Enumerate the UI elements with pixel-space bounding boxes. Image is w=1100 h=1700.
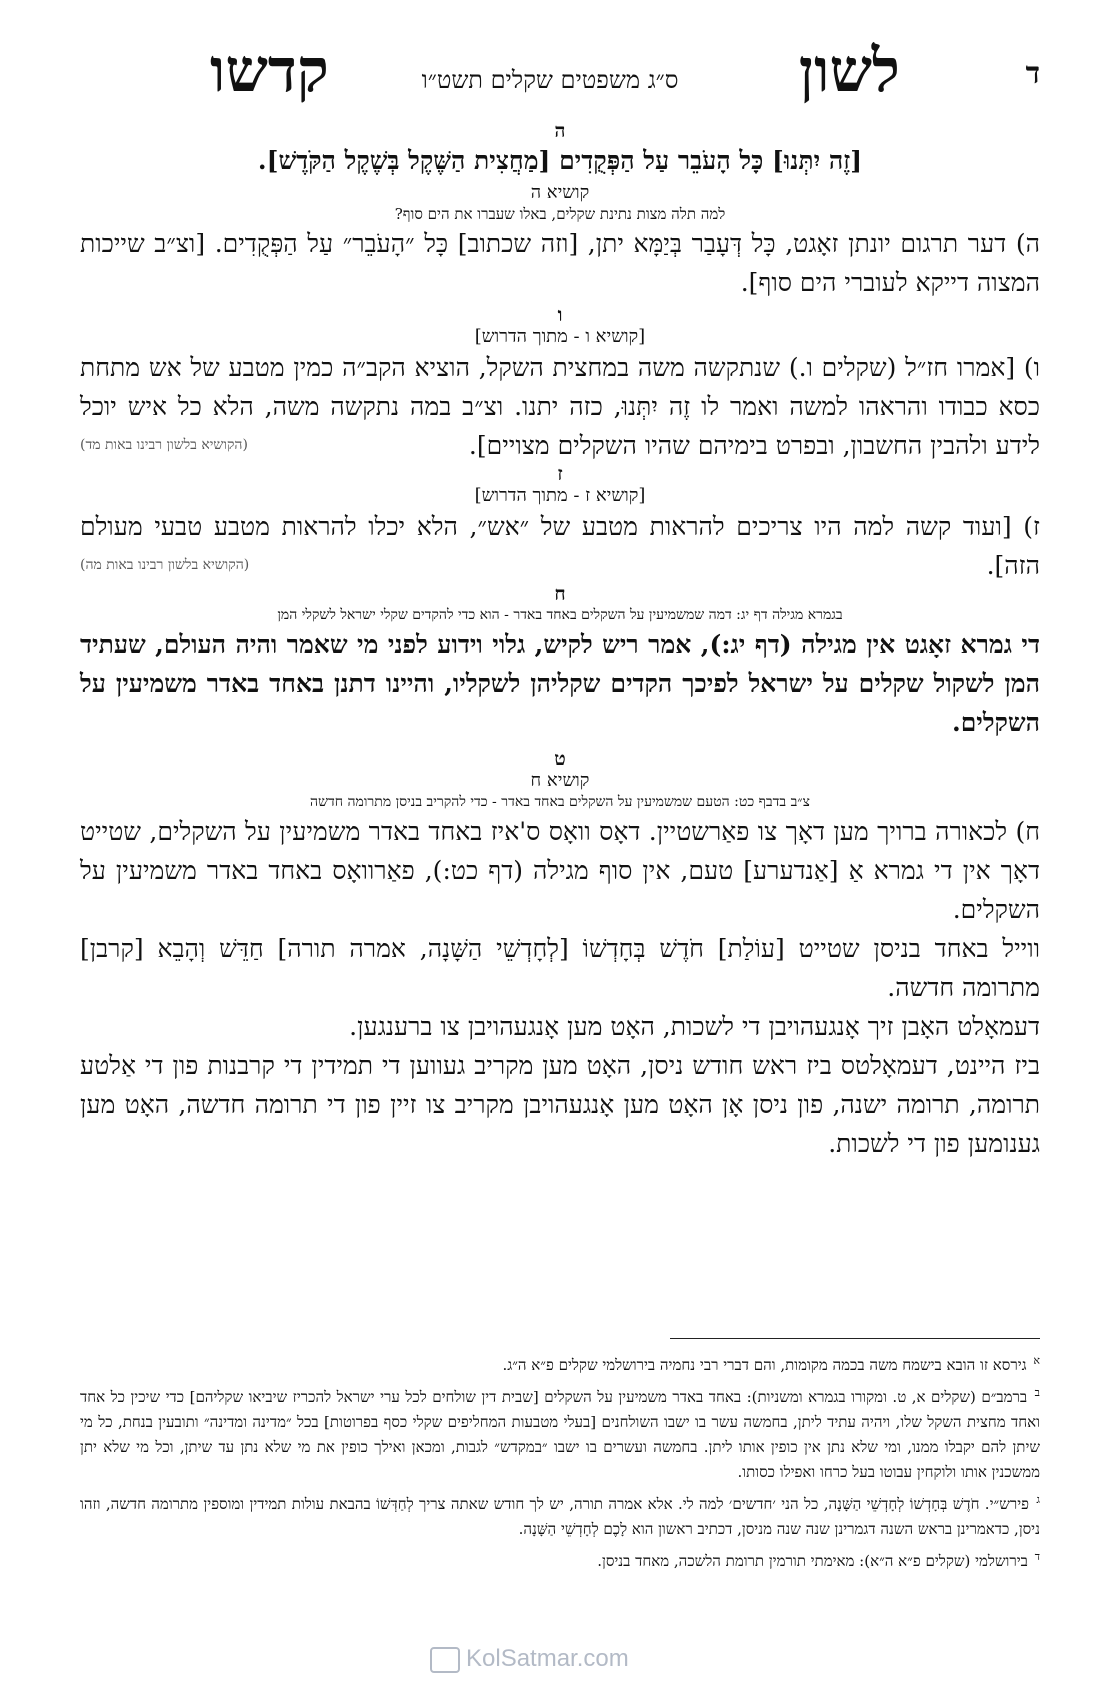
paragraph-tet-3: דעמאָלט האָבן זיך אָנגעהויבן די לשכות, האָט מען אָנגעהויבן צו ברענגען. bbox=[349, 1012, 1040, 1041]
paragraph-zayin: ז) [ועוד קשה למה היו צריכים להראות מטבע של ״אש״, הלא יכלו להראות מטבע טבעי מעולם הזה]. bbox=[80, 512, 1040, 580]
footnote-divider bbox=[670, 1338, 1040, 1339]
reference-zayin: (הקושיא בלשון רבינו באות מה) bbox=[80, 557, 250, 573]
header-word-left: קדשו bbox=[210, 36, 329, 106]
footnote-mark: א bbox=[1033, 1354, 1040, 1367]
section-letter-zayin: ז bbox=[557, 463, 563, 485]
paragraph-he: ה) דער תרגום יונתן זאָגט, כָּל דְּעָבַר בְּיַמָּא יתן, [וזה שכתוב] כָּל ״הָעֹבֵר״ עַל הַפְּקֻדִים. [וצ״ב שייכות המצוה דייקא לעוברי הים סוף]. bbox=[80, 229, 1040, 297]
question-sub-he: למה תלה מצות נתינת שקלים, באלו שעברו את הים סוף? bbox=[394, 205, 726, 223]
page-header bbox=[60, 36, 1040, 116]
section-letter-he: ה bbox=[554, 120, 566, 142]
footnote-text: ברמב״ם (שקלים א, ט. ומקורו בגמרא ומשניות): באחד באדר משמיעין על השקלים [שבית דין שולחים לכל ערי ישראל להכריז שיביאו שקליהם] כדי שיכין כל אחד ואחד מחצית השקל שלו, ויהיה עתיד ליתן, בחמשה עשר בו ישבו השולחנים [בעלי מטבעות המחליפים שקלי כסף בפרוטות] בכל ״מדינה ומדינה״ ותובעין בנחת, כל מי שיתן להם יקבלו ממנו, ומי שלא נתן אין כופין אותו ליתן. בחמשה ועשרים בו ישבו ״במקדש״ לגבות, ומכאן ואילך כופין את מי שלא נתן עד שיתן, וכל מי שלא יתן ממשכנין אותו ולוקחין עבוטו בעל כרחו ואפילו כסותו. bbox=[80, 1388, 1040, 1481]
footnote-mark: ב bbox=[1034, 1386, 1040, 1399]
header-word-right: לשון bbox=[798, 36, 900, 106]
footnote-text: גירסא זו הובא בישמח משה בכמה מקומות, והם דברי רבי נחמיה בירושלמי שקלים פ״א ה״ג. bbox=[502, 1356, 1027, 1374]
page-number: ד bbox=[1025, 56, 1040, 91]
footnote bbox=[80, 1487, 1040, 1542]
header-subtitle: ס״ג משפטים שקלים תשט״ו bbox=[421, 66, 679, 94]
footnote-text: בירושלמי (שקלים פ״א ה״א): מאימתי תורמין תרומת הלשכה, מאחד בניסן. bbox=[597, 1552, 1028, 1570]
question-title-tet: קושיא ח bbox=[530, 770, 590, 791]
watermark bbox=[430, 1645, 629, 1673]
question-title-vav: [קושיא ו - מתוך הדרוש] bbox=[474, 326, 646, 347]
paragraph-tet-1: ח) לכאורה ברויך מען דאָך צו פאַרשטיין. דאָס וואָס ס'איז באחד באדר משמיעין על השקלים, שטייט דאָך אין די גמרא אַ [אַנדערע] טעם, אין סוף מגילה (דף כט:), פאַרוואָס באחד באדר משמיעין על השקלים. bbox=[80, 817, 1040, 924]
paragraph-chet: די גמרא זאָגט אין מגילה (דף יג:), אמר ריש לקיש, גלוי וידוע לפני מי שאמר והיה העולם, שעתיד המן לשקול שקלים על ישראל לפיכך הקדים שקליהן לשקליו, והיינו דתנן באחד באדר משמיעין על השקלים. bbox=[80, 630, 1040, 737]
section-letter-tet: ט bbox=[554, 748, 566, 770]
footnote-text: פירש״י. חֹדֶשׁ בְּחָדְשׁוֹ לְחָדְשֵׁי הַשָּׁנָה, כל הני ׳חדשים׳ למה לי. אלא אמרה תורה, יש לך חודש שאתה צריך לְחַדְּשׁוֹ בהבאת עולות תמידין ומוספין מתרומה חדשה, וזהו ניסן, כדאמרינן בראש השנה דגמרינן שנה שנה מניסן, דכתיב ראשון הוא לָכֶם לְחָדְשֵׁי הַשָּׁנָה. bbox=[80, 1495, 1040, 1538]
main-text bbox=[80, 118, 1040, 1163]
paragraph-tet-4: ביז היינט, דעמאָלטס ביז ראש חודש ניסן, האָט מען מקריב געווען די תמידין די קרבנות פון די אַלטע תרומה, תרומה ישנה, פון ניסן אָן האָט מען אָנגעהויבן מקריב צו זיין פון די תרומה חדשה, האָט מען גענומען פון די לשכות. bbox=[80, 1051, 1040, 1158]
question-title-he: קושיא ה bbox=[530, 182, 590, 203]
question-title-zayin: [קושיא ז - מתוך הדרוש] bbox=[474, 485, 646, 506]
books-icon bbox=[430, 1647, 460, 1673]
footnote bbox=[80, 1544, 1040, 1574]
paragraph-tet-2: ווייל באחד בניסן שטייט [עוֹלַת] חֹדֶשׁ בְּחָדְשׁוֹ [לְחָדְשֵׁי הַשָּׁנָה, אמרה תורה] חַדֵּשׁ וְהָבֵא [קרבן] מתרומה חדשה. bbox=[80, 934, 1040, 1002]
paragraph-vav: ו) [אמרו חז״ל (שקלים ו.) שנתקשה משה במחצית השקל, הוציא הקב״ה כמין מטבע של אש מתחת כסא כבודו והראהו למשה ואמר לו זֶה יִתְּנוּ, כזה יתנו. וצ״ב במה נתקשה משה, הלא כל איש יוכל לידע ולהבין החשבון, ובפרט בימיהם שהיו השקלים מצויים]. bbox=[80, 353, 1040, 460]
footnote bbox=[80, 1348, 1040, 1378]
footnotes bbox=[80, 1348, 1040, 1576]
section-letter-chet: ח bbox=[554, 583, 566, 605]
section-letter-vav: ו bbox=[557, 304, 563, 326]
reference-vav: (הקושיא בלשון רבינו באות מד) bbox=[80, 437, 248, 453]
footnote-mark: ג bbox=[1036, 1493, 1040, 1506]
source-line-chet: בגמרא מגילה דף יג: דמה שמשמיעין על השקלים באחד באדר - הוא כדי להקדים שקלי ישראל לשקלי המן bbox=[277, 607, 843, 623]
footnote bbox=[80, 1380, 1040, 1485]
watermark-text: KolSatmar.com bbox=[466, 1645, 629, 1672]
verse-heading: [זֶה יִתְּנוּ] כָּל הָעֹבֵר עַל הַפְּקֻדִים [מַחֲצִית הַשֶּׁקֶל בְּשֶׁקֶל הַקֹּדֶשׁ]. bbox=[257, 146, 863, 175]
source-line-tet: צ״ב בדבף כט: הטעם שמשמיעין על השקלים באחד באדר - כדי להקריב בניסן מתרומה חדשה bbox=[310, 794, 810, 810]
footnote-mark: ד bbox=[1034, 1550, 1040, 1563]
